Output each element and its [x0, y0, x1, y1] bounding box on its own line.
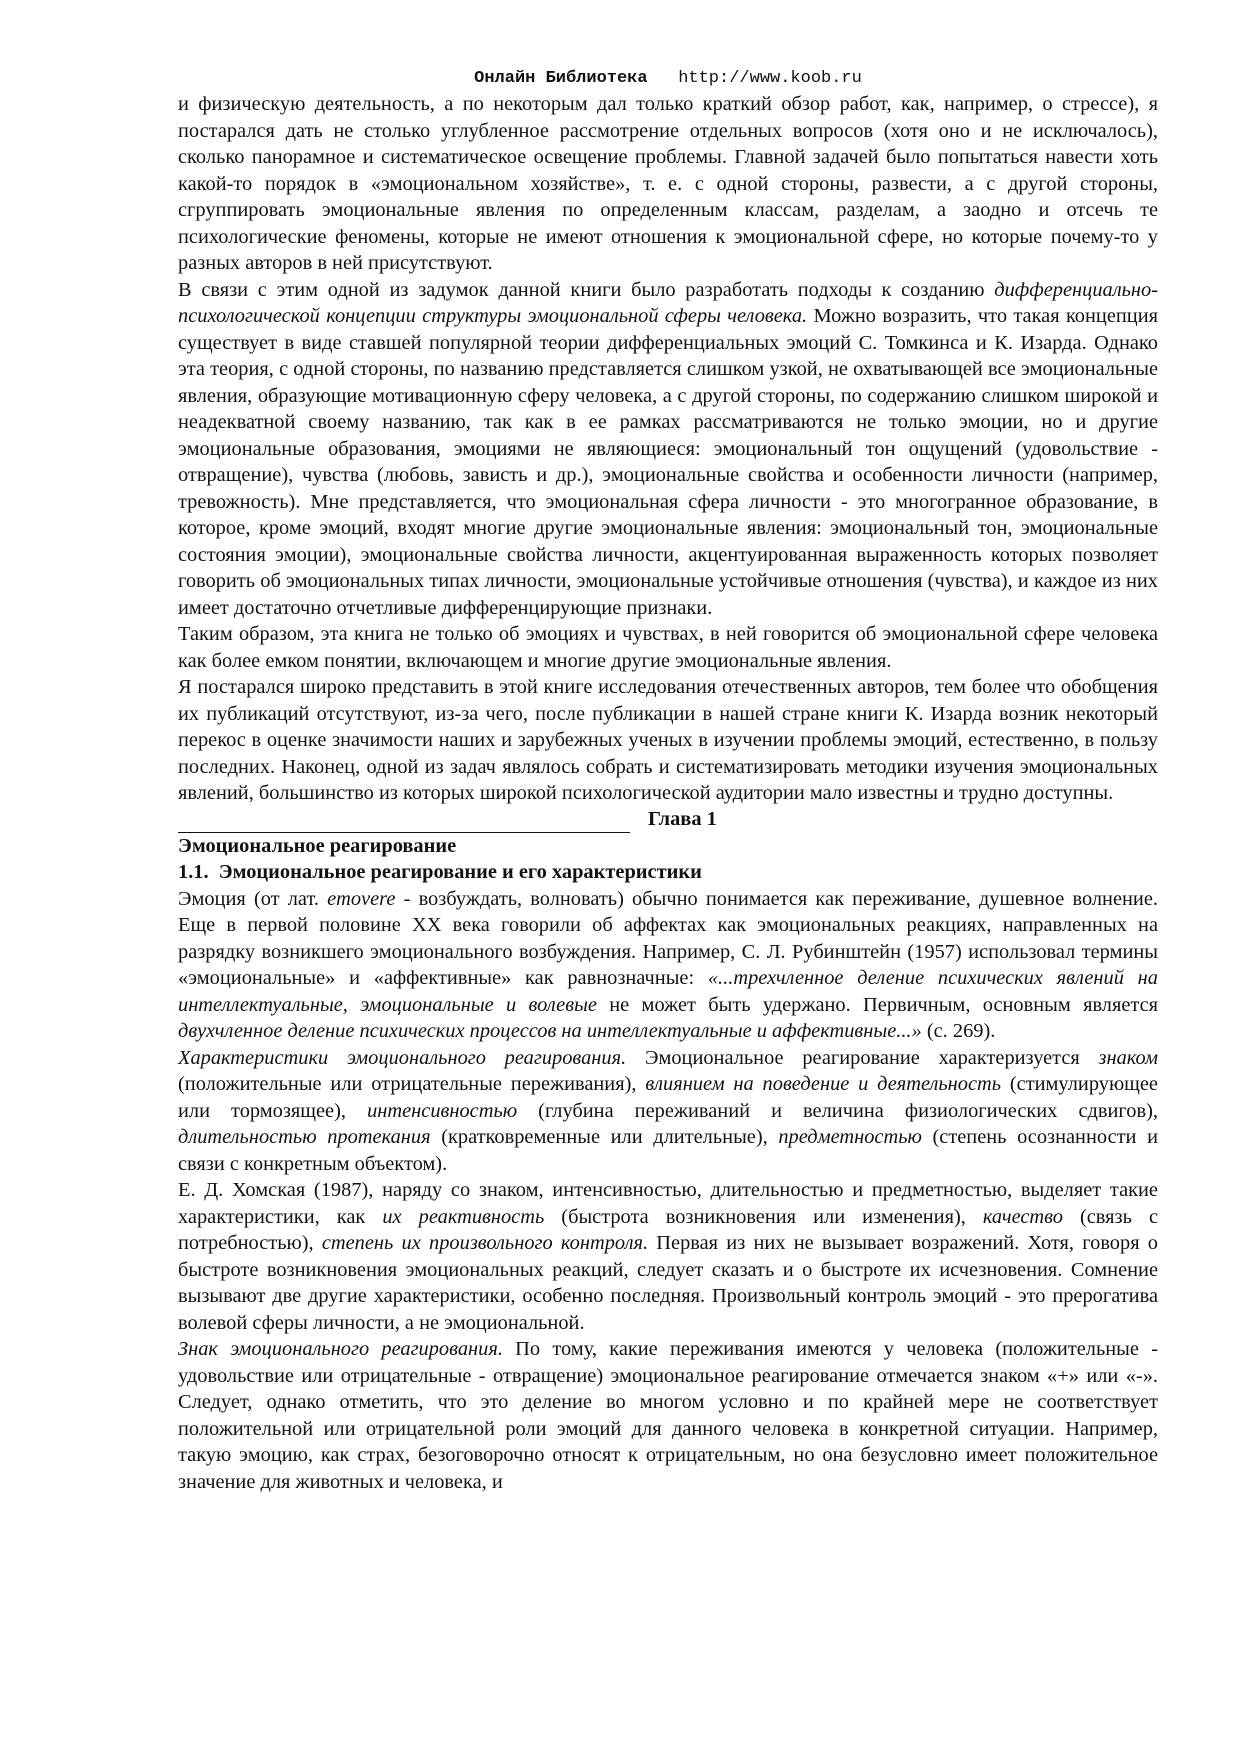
- section-title: 1.1. Эмоциональное реагирование и его характеристики: [178, 861, 702, 883]
- document-page: [178, 68, 1158, 1495]
- paragraph: Знак эмоционального реагирования. По тому, какие переживания имеются у человека (положительные - удовольствие или отрицательные - отвращение) эмоциональное реагирование отмечается знаком «+» или «-». Следует, однако отметить, что это деление во многом условно и по крайней мере не соответствует положительной или отрицательной роли эмоций для данного человека в конкретной ситуации. Например, такую эмоцию, как страх, безоговорочно относят к отрицательным, но она безусловно имеет положительное значение для животных и человека, и: [178, 1338, 1158, 1493]
- paragraph: Эмоция (от лат. emovere - возбуждать, волновать) обычно понимается как переживание, душевное волнение. Еще в первой половине XX века говорили об аффектах как эмоциональных реакциях, направленных на разрядку возникшего эмоционального возбуждения. Например, С. Л. Рубинштейн (1957) использовал термины «эмоциональные» и «аффективные» как равнозначные: «...трехчленное деление психических явлений на интеллектуальные, эмоциональные и волевые не может быть удержано. Первичным, основным является двухчленное деление психических процессов на интеллектуальные и аффективные...» (с. 269).: [178, 887, 1158, 1042]
- paragraph: Таким образом, эта книга не только об эмоциях и чувствах, в ней говорится об эмоциональной сфере человека как более емком понятии, включающем и многие другие эмоциональные явления.: [178, 623, 1158, 672]
- chapter-heading-row: [178, 807, 1158, 833]
- paragraph: Е. Д. Хомская (1987), наряду со знаком, интенсивностью, длительностью и предметностью, выделяет такие характеристики, как их реактивность (быстрота возникновения или изменения), качество (связь с потребностью), степень их произвольного контроля. Первая из них не вызывает возражений. Хотя, говоря о быстроте возникновения эмоциональных реакций, следует сказать и о быстроте их исчезновения. Сомнение вызывают две другие характеристики, особенно последняя. Произвольный контроль эмоций - это прерогатива волевой сферы личности, а не эмоциональной.: [178, 1179, 1159, 1334]
- chapter-label: Глава 1: [648, 808, 717, 830]
- chapter-divider: [178, 810, 630, 833]
- paragraph: В связи с этим одной из задумок данной книги было разработать подходы к созданию дифференциально-психологической концепции структуры эмоциональной сферы человека. Можно возразить, что такая концепция существует в виде ставшей популярной теории дифференциальных эмоций С. Томкинса и К. Изарда. Однако эта теория, с одной стороны, по названию представляется слишком узкой, не охватывающей все эмоциональные явления, образующие мотивационную сферу человека, а с другой стороны, по содержанию слишком широкой и неадекватной своему названию, так как в ее рамках рассматриваются не только эмоции, но и другие эмоциональные образования, эмоциями не являющиеся: эмоциональный тон ощущений (удовольствие - отвращение), чувства (любовь, зависть и др.), эмоциональные свойства и особенности личности (например, тревожность). Мне представляется, что эмоциональная сфера личности - это многогранное образование, в которое, кроме эмоций, входят многие другие эмоциональные явления: эмоциональный тон, эмоциональные состояния эмоции), эмоциональные свойства личности, акцентуированная выраженность которых позволяет говорить об эмоциональных типах личности, эмоциональные устойчивые отношения (чувства), и каждое из них имеет достаточно отчетливые дифференцирующие признаки.: [178, 278, 1158, 619]
- paragraph: Характеристики эмоционального реагирования. Эмоциональное реагирование характеризуется знаком (положительные или отрицательные переживания), влиянием на поведение и деятельность (стимулирующее или тормозящее), интенсивностью (глубина переживаний и величина физиологических сдвигов), длительностью протекания (кратковременные или длительные), предметностью (степень осознанности и связи с конкретным объектом).: [178, 1046, 1158, 1175]
- paragraph: Я постарался широко представить в этой книге исследования отечественных авторов, тем более что обобщения их публикаций отсутствуют, из-за чего, после публикации в нашей стране книги К. Изарда возник некоторый перекос в оценке значимости наших и зарубежных ученых в изучении проблемы эмоций, естественно, в пользу последних. Наконец, одной из задач являлось собрать и систематизировать методики изучения эмоциональных явлений, большинство из которых широкой психологической аудитории мало известны и трудно доступны.: [178, 676, 1158, 804]
- paragraph: и физическую деятельность, а по некоторым дал только краткий обзор работ, как, например, о стрессе), я постарался дать не столько углубленное рассмотрение отдельных вопросов (хотя оно и не исключалось), сколько панорамное и систематическое освещение проблемы. Главной задачей было попытаться навести хоть какой-то порядок в «эмоциональном хозяйстве», т. е. с одной стороны, развести, а с другой стороны, сгруппировать эмоциональные явления по определенным классам, разделам, а заодно и отсечь те психологические феномены, которые не имеют отношения к эмоциональной сфере, но которые почему-то у разных авторов в ней присутствуют.: [178, 93, 1158, 274]
- page-header: [178, 68, 1158, 90]
- library-url[interactable]: http://www.koob.ru: [678, 69, 862, 88]
- chapter-title: Эмоциональное реагирование: [178, 834, 457, 857]
- library-name: Онлайн Библиотека: [474, 69, 648, 88]
